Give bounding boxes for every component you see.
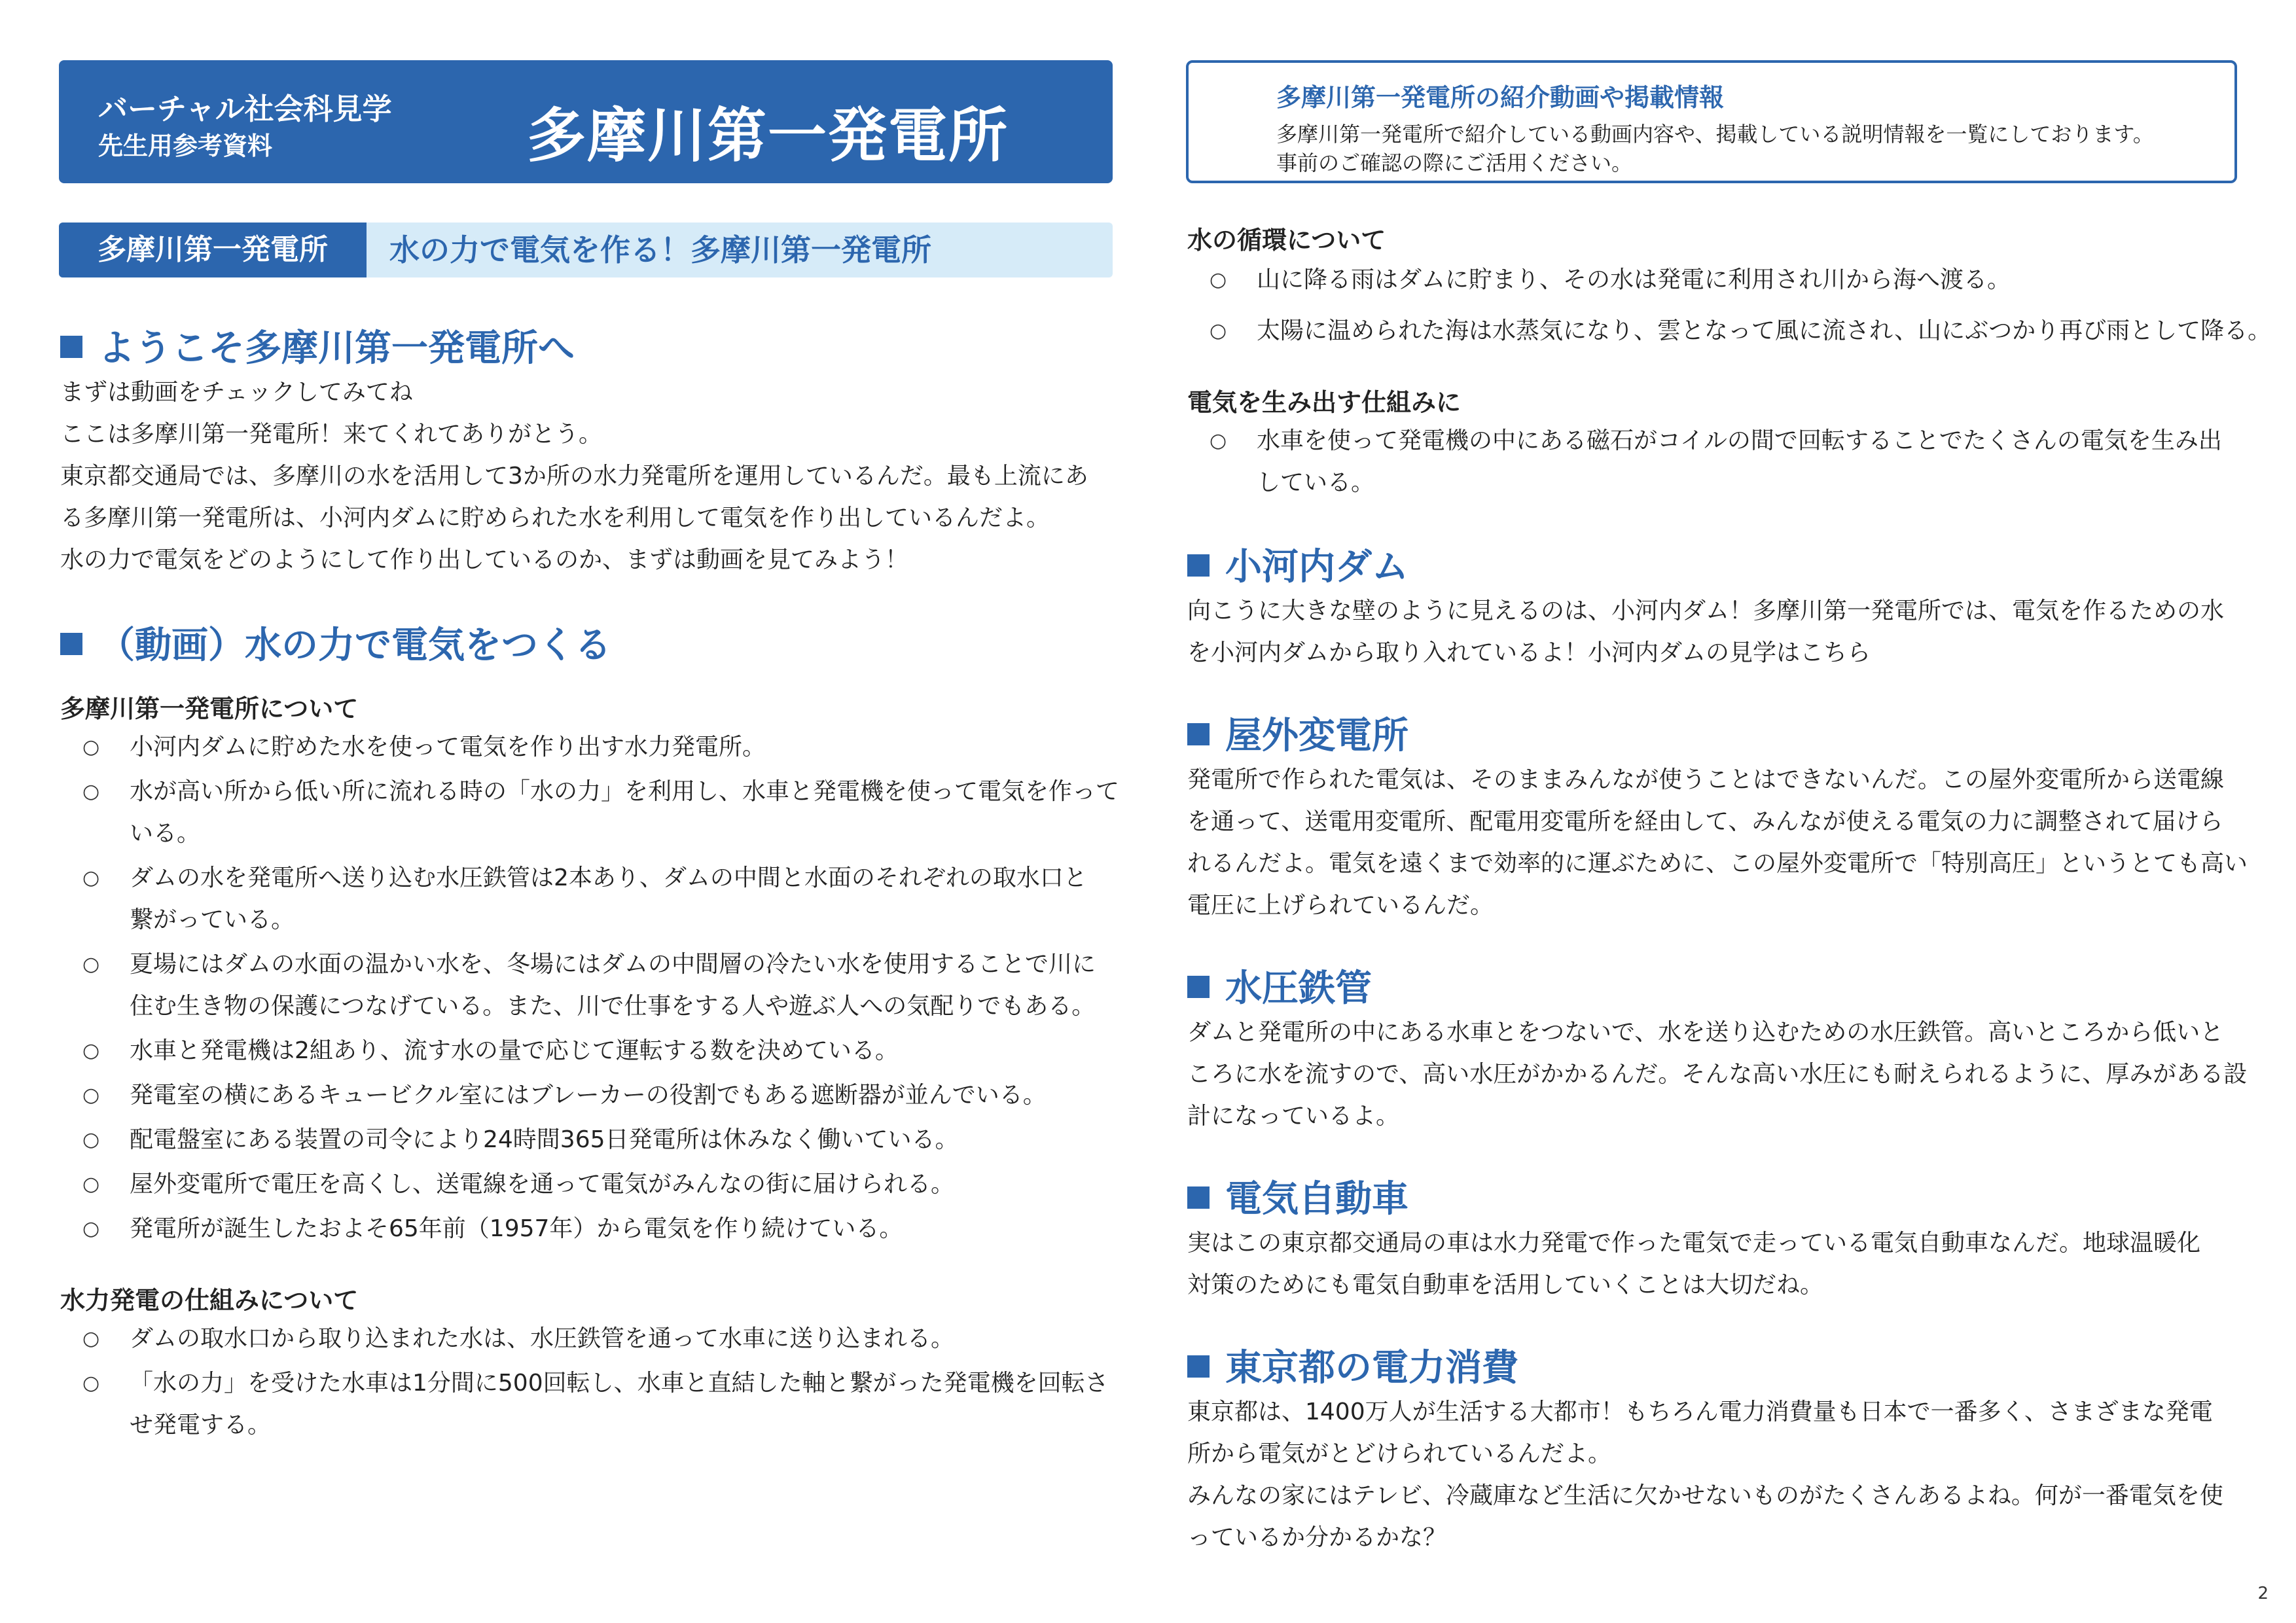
square-bullet-icon [60,633,82,655]
list-item: ○ 配電盤室にある装置の司令により24時間365日発電所は休みなく働いている。 [59,1119,1113,1161]
list-item: ○ 「水の力」を受けた水車は1分間に500回転し、水車と直結した軸と繋がった発電機を回転さ せ発電する。 [59,1363,1113,1446]
water-cycle-list [1186,259,2272,355]
about-title: 多摩川第一発電所について [60,694,359,723]
circle-bullet-icon: ○ [82,736,100,758]
list-item: ○ 小河内ダムに貯めた水を使って電気を作り出す水力発電所。 [59,726,1113,768]
circle-bullet-icon: ○ [82,1128,100,1151]
text-line: 発電所で作られた電気は、そのままみんなが使うことはできないんだ。この屋外変電所から送電線 [1187,766,2225,793]
list-item: ○ 発電所が誕生したおよそ65年前（1957年）から電気を作り続けている。 [59,1208,1113,1250]
welcome-heading-text: ようこそ多摩川第一発電所へ [98,327,575,370]
ev-text [1187,1222,2200,1306]
square-bullet-icon [1187,976,1210,998]
text-line: ダムと発電所の中にある水車とをつないで、水を送り込むための水圧鉄管。高いところから低いと [1187,1019,2224,1046]
text-line: る多摩川第一発電所は、小河内ダムに貯められた水を利用して電気を作り出しているんだよ。 [60,505,1050,531]
header-banner [59,60,1113,183]
page-title: 多摩川第一発電所 [527,101,1009,170]
text-line: 電圧に上げられているんだ。 [1187,892,1494,919]
circle-bullet-icon: ○ [82,1173,100,1196]
penstock-heading [1187,959,1372,1012]
list-item: ○ ダムの取水口から取り込まれた水は、水圧鉄管を通って水車に送り込まれる。 [59,1318,1113,1360]
ev-heading-text: 電気自動車 [1225,1178,1408,1221]
list-item: ○ 水が高い所から低い所に流れる時の「水の力」を利用し、水車と発電機を使って電気を作って いる。 [59,771,1113,855]
consumption-text [1187,1391,2223,1559]
video-heading-text: （動画）水の力で電気をつくる [98,624,611,667]
info-box [1186,60,2237,183]
text-line: を通って、送電用変電所、配電用変電所を経由して、みんなが使える電気の力に調整されて届けら [1187,808,2223,835]
circle-bullet-icon: ○ [82,1217,100,1240]
text-line: ころに水を流すので、高い水圧がかかるんだ。そんな高い水圧にも耐えられるように、厚みがある設 [1187,1061,2248,1088]
info-box-line: 事前のご確認の際にご活用ください。 [1276,151,1633,175]
text-line: を小河内ダムから取り入れているよ！小河内ダムの見学はこちら [1187,639,1871,666]
text-line: 東京都交通局では、多摩川の水を活用して3か所の水力発電所を運用しているんだ。最も上流にあ [60,463,1088,490]
page-number: 2 [2257,1584,2269,1603]
welcome-heading [60,319,575,372]
mechanism-list [59,1318,1113,1449]
tagline-text: 水の力で電気を作る！多摩川第一発電所 [389,232,931,268]
text-line: 実はこの東京都交通局の車は水力発電で作った電気で走っている電気自動車なんだ。地球温暖化 [1187,1230,2201,1257]
list-item: ○ 太陽に温められた海は水蒸気になり、雲となって風に流され、山にぶつかり再び雨として降る。 [1186,310,2237,352]
generation-list [1186,420,2237,507]
list-item: ○ 水車を使って発電機の中にある磁石がコイルの間で回転することでたくさんの電気を生み出 している。 [1186,420,2237,504]
consumption-heading-text: 東京都の電力消費 [1225,1347,1518,1389]
info-box-line: 多摩川第一発電所で紹介している動画内容や、掲載している説明情報を一覧にしております。 [1276,122,2154,147]
welcome-text [60,372,1088,581]
header-subtitle: バーチャル社会科見学 [98,92,392,126]
list-item: ○ 発電室の横にあるキュービクル室にはブレーカーの役割でもある遮断器が並んでいる。 [59,1075,1113,1116]
video-heading [60,616,611,669]
consumption-heading [1187,1339,1518,1391]
header-subtitle-2: 先生用参考資料 [98,132,273,160]
text-line: 所から電気がとどけられているんだよ。 [1187,1440,1612,1467]
circle-bullet-icon: ○ [82,1084,100,1107]
text-line: っているか分かるかな？ [1187,1524,1447,1551]
text-line: ここは多摩川第一発電所！来てくれてありがとう。 [60,421,603,448]
text-line: 対策のためにも電気自動車を活用していくことは大切だね。 [1187,1272,1824,1298]
info-box-title: 多摩川第一発電所の紹介動画や掲載情報 [1276,83,1725,112]
about-list [59,726,1120,1253]
circle-bullet-icon: ○ [1210,268,1227,291]
tagline-bar [59,223,1113,277]
list-item: ○ 山に降る雨はダムに貯まり、その水は発電に利用され川から海へ渡る。 [1186,259,2237,301]
square-bullet-icon [1187,554,1210,577]
circle-bullet-icon: ○ [1210,319,1227,342]
circle-bullet-icon: ○ [82,953,100,976]
square-bullet-icon [1187,723,1210,745]
circle-bullet-icon: ○ [1210,429,1227,452]
water-cycle-title: 水の循環について [1187,226,1386,255]
text-line: 向こうに大きな壁のように見えるのは、小河内ダム！多摩川第一発電所では、電気を作るための水 [1187,597,2225,624]
substation-text [1187,759,2248,927]
circle-bullet-icon: ○ [82,1039,100,1062]
mechanism-title: 水力発電の仕組みについて [60,1286,359,1315]
text-line: 水の力で電気をどのようにして作り出しているのか、まずは動画を見てみよう！ [60,546,909,573]
list-item: ○ ダムの水を発電所へ送り込む水圧鉄管は2本あり、ダムの中間と水面のそれぞれの取水口と 繋がっている。 [59,857,1113,941]
square-bullet-icon [1187,1186,1210,1209]
circle-bullet-icon: ○ [82,866,100,889]
list-item: ○ 水車と発電機は2組あり、流す水の量で応じて運転する数を決めている。 [59,1030,1113,1072]
facility-tag: 多摩川第一発電所 [59,223,367,277]
text-line: みんなの家にはテレビ、冷蔵庫など生活に欠かせないものがたくさんあるよね。何が一番電気を使 [1187,1482,2223,1509]
substation-heading-text: 屋外変電所 [1225,715,1408,757]
circle-bullet-icon: ○ [82,780,100,803]
text-line: 東京都は、1400万人が生活する大都市！もちろん電力消費量も日本で一番多く、さまざまな発電 [1187,1399,2213,1425]
dam-heading [1187,538,1408,590]
circle-bullet-icon: ○ [82,1327,100,1350]
circle-bullet-icon: ○ [82,1372,100,1395]
substation-heading [1187,707,1408,759]
list-item: ○ 屋外変電所で電圧を高くし、送電線を通って電気がみんなの街に届けられる。 [59,1164,1113,1205]
text-line: れるんだよ。電気を遠くまで効率的に運ぶために、この屋外変電所で「特別高圧」というとても高い [1187,850,2248,877]
penstock-text [1187,1012,2247,1137]
ev-heading [1187,1170,1408,1222]
square-bullet-icon [1187,1355,1210,1378]
square-bullet-icon [60,336,82,358]
generation-title: 電気を生み出す仕組みに [1187,388,1462,417]
text-line: 計になっているよ。 [1187,1103,1400,1130]
list-item: ○ 夏場にはダムの水面の温かい水を、冬場にはダムの中間層の冷たい水を使用することで川に 住む生き物の保護につなげている。また、川で仕事をする人や遊ぶ人への気配りでもある。 [59,944,1113,1027]
dam-heading-text: 小河内ダム [1225,546,1408,588]
text-line: まずは動画をチェックしてみてね [60,379,413,406]
dam-text [1187,590,2224,674]
penstock-heading-text: 水圧鉄管 [1225,967,1372,1010]
